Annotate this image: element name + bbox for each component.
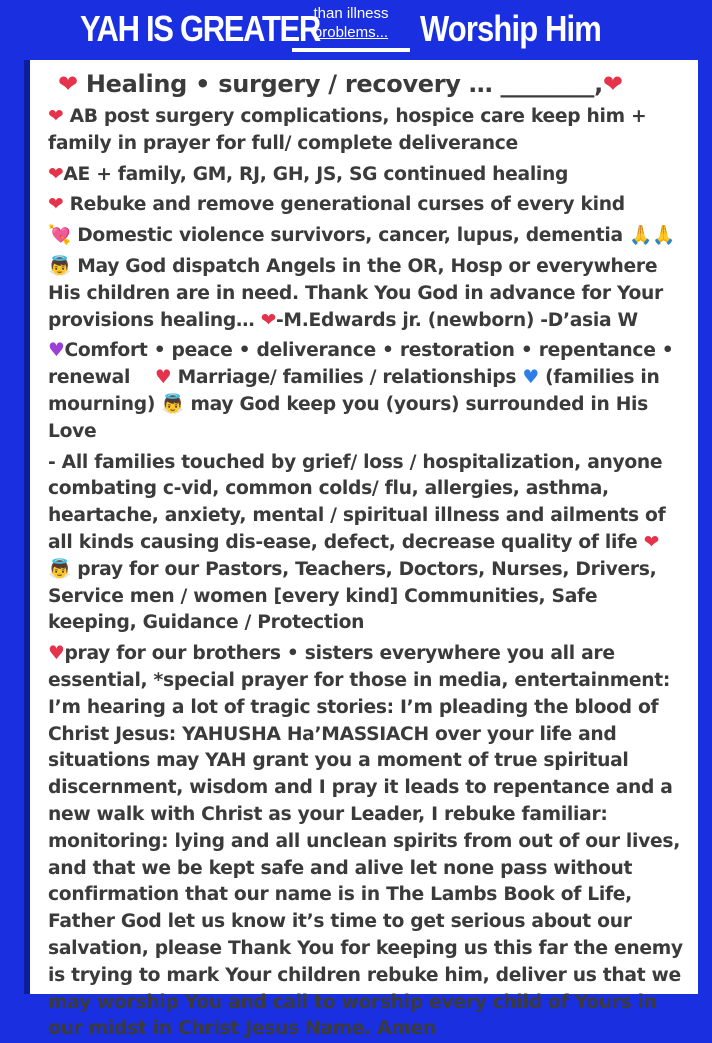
prayer-item [48,450,686,638]
section-title [58,66,686,102]
header-banner [0,0,712,60]
section-title-text: Healing • surgery / recovery … ________, [85,70,603,98]
prayer-item [48,223,686,250]
prayer-item-text: AE + family, GM, RJ, GH, JS, SG continued healing [63,163,569,185]
baby-angel-icon: 👼 [48,558,71,580]
header-blank-top: than illness [313,5,389,22]
prayer-item-text: - All families touched by grief/ loss / hospitalization, anyone combating c-vid, common colds/ flu, allergies, asthma, heartache, anxiety, mental / spiritual illness and ailments of all kinds causing dis-ease, defect, decrease quality of life [48,451,666,553]
prayer-item-text: (families in mourning) [48,367,660,415]
prayer-item [48,192,686,219]
header-title-left: YAH IS GREATER [80,8,320,49]
prayer-item-text: may God keep you (yours) surrounded in His Love [48,393,648,442]
prayer-item-text: AB post surgery complications, hospice care keep him + family in prayer for full/ complete deliverance [48,106,647,154]
heart-ribbon-icon: ❤ [602,70,623,98]
heart-ribbon-icon: ❤ [58,70,78,98]
prayer-item [48,641,686,1043]
heart-ribbon-icon: ❤ [48,163,64,185]
praying-hands-icon: 🙏🙏 [629,225,675,247]
prayer-item-text: Rebuke and remove generational curses of every kind [69,194,625,216]
heart-ribbon-icon: ❤ [260,309,276,331]
header-blank-bottom: problems... [313,24,389,41]
prayer-content [30,60,698,1043]
prayer-item [48,254,686,334]
prayer-item [48,338,686,445]
prayer-item-names: -M.Edwards jr. (newborn) -D’asia W [275,309,638,331]
prayer-item-text: pray for our brothers • sisters everywhere you all are essential, *special prayer for those in media, entertainment: I’m hearing a lot of tragic stories: I’m pleading the blood of Christ Jesus: YAHUSHA Ha’MASSIACH over your life and situations may YAH grant you a moment of true spiritual discernment, wisdom and I pray it leads to repentance and a new walk with Christ as your Leader, I rebuke familiar: monitoring: lying and all unclean spirits from out of our lives, and that we be kept safe and alive let none pass without confirmation that our name is in The Lambs Book of Life, Father God let us know it’s time to get serious about our salvation, please Thank You for keeping us this far the enemy is trying to mark Your children rebuke him, deliver us that we may worship You and call to worship every child of Yours in our midst in Christ Jesus Name. Amen [48,643,683,1040]
heart-ribbon-icon: ❤ [48,194,64,216]
baby-angel-icon: 👼 [48,255,71,277]
header-blank [292,4,410,52]
prayer-item-text: Marriage/ families / relationships [177,367,517,389]
baby-angel-icon: 👼 [161,393,185,415]
prayer-item [48,104,686,158]
prayer-item-text: May God dispatch Angels in the OR, Hosp or everywhere His children are in need. Thank You God in advance for Your provisions healing… [48,255,663,331]
heart-arrow-icon: 💘 [48,225,71,247]
heart-ribbon-icon: ❤ [48,106,64,127]
prayer-item-text: pray for our Pastors, Teachers, Doctors, Nurses, Drivers, Service men / women [every kind] Communities, Safe keeping, Guidance / Protection [48,558,657,634]
red-heart-icon: ♥ [48,643,65,665]
prayer-item [48,162,686,189]
heart-ribbon-icon: ❤ [643,531,659,553]
red-heart-icon: ♥ [154,367,172,389]
header-title-right: Worship Him [420,8,601,49]
prayer-list-panel [24,60,698,1040]
prayer-item-text: Domestic violence survivors, cancer, lupus, dementia [77,225,623,247]
purple-heart-icon: ♥ [48,340,65,362]
blue-heart-icon: ♥ [522,367,539,389]
prayer-item-text: Comfort • peace • deliverance • restoration • repentance • renewal [48,340,674,389]
